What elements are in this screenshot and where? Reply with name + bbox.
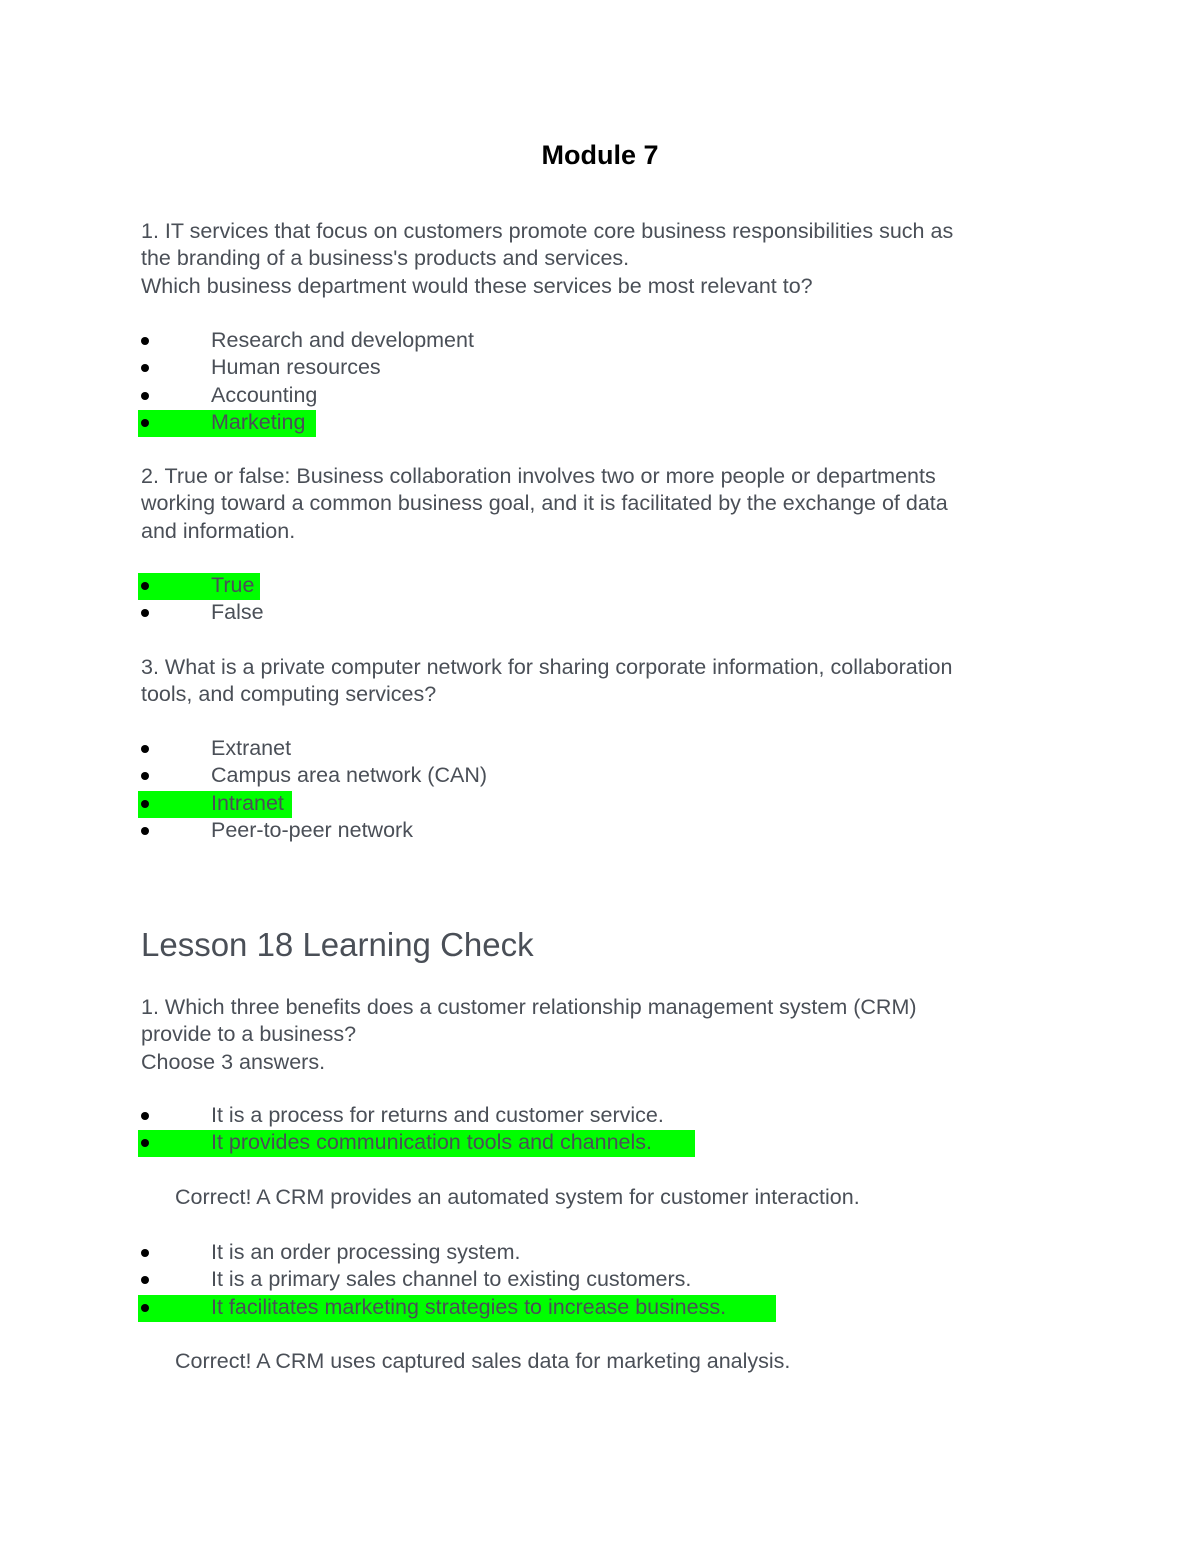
question-line: and information. (141, 518, 296, 543)
question-line: working toward a common business goal, and it is facilitated by the exchange of data (141, 491, 948, 516)
bullet-icon (141, 800, 149, 808)
question-line: provide to a business? (141, 1022, 357, 1047)
feedback-text: Correct! A CRM provides an automated system for customer interaction. (175, 1185, 860, 1209)
feedback-text: Correct! A CRM uses captured sales data for marketing analysis. (175, 1349, 791, 1373)
bullet-icon (141, 1249, 149, 1257)
bullet-icon (141, 1112, 149, 1120)
bullet-icon (141, 419, 149, 427)
bullet-icon (141, 745, 149, 753)
lesson-heading: Lesson 18 Learning Check (141, 926, 534, 963)
question-2 (141, 463, 1041, 545)
question-line: 1. IT services that focus on customers promote core business responsibilities such as (141, 219, 954, 243)
document-page: Module 7 1. IT services that focus on customers promote core business responsibilities such as the branding of a business's products and services. Which business department would these services be most relevant to? Research and development Human resources Accounting Marketing 2. True or false: Business collaboration involves two or more people or departments working toward a common business goal, and it is facilitated by the exchange of data and information. True False 3. What is a private computer network for sharing corporate information, collaboration tools, and computing services? Extranet Campus area network (CAN) Intranet Peer-to-peer network Lesson 18 Learning Check 1. Which three benefits does a customer relationship management system (CRM) provide to a business? Choose 3 answers. It is a process for returns and customer service. It provides communication tools and channels. Correct! A CRM provides an automated system for customer interaction. It is an order processing system. It is a primary sales channel to existing customers. It facilitates marketing strategies to increase business. Correct! A CRM uses captured sales data for marketing analysis. (0, 0, 1200, 1553)
bullet-icon (141, 582, 149, 590)
question-line: 2. True or false: Business collaboration involves two or more people or departments (141, 464, 936, 488)
question-line: Which business department would these services be most relevant to? (141, 273, 813, 298)
question-line: 3. What is a private computer network for sharing corporate information, collaboration (141, 655, 953, 679)
question-line: the branding of a business's products and services. (141, 246, 630, 271)
bullet-icon (141, 772, 149, 780)
bullet-icon (141, 337, 149, 345)
question-line: Choose 3 answers. (141, 1049, 326, 1074)
bullet-icon (141, 364, 149, 372)
bullet-icon (141, 1304, 149, 1312)
question-line: 1. Which three benefits does a customer relationship management system (CRM) (141, 995, 917, 1019)
page-title: Module 7 (541, 140, 659, 170)
lesson-question-1 (141, 994, 1041, 1076)
question-1 (141, 218, 1041, 300)
bullet-icon (141, 827, 149, 835)
question-3 (141, 654, 1041, 709)
bullet-icon (141, 1276, 149, 1284)
bullet-icon (141, 392, 149, 400)
question-line: tools, and computing services? (141, 682, 437, 707)
bullet-icon (141, 609, 149, 617)
